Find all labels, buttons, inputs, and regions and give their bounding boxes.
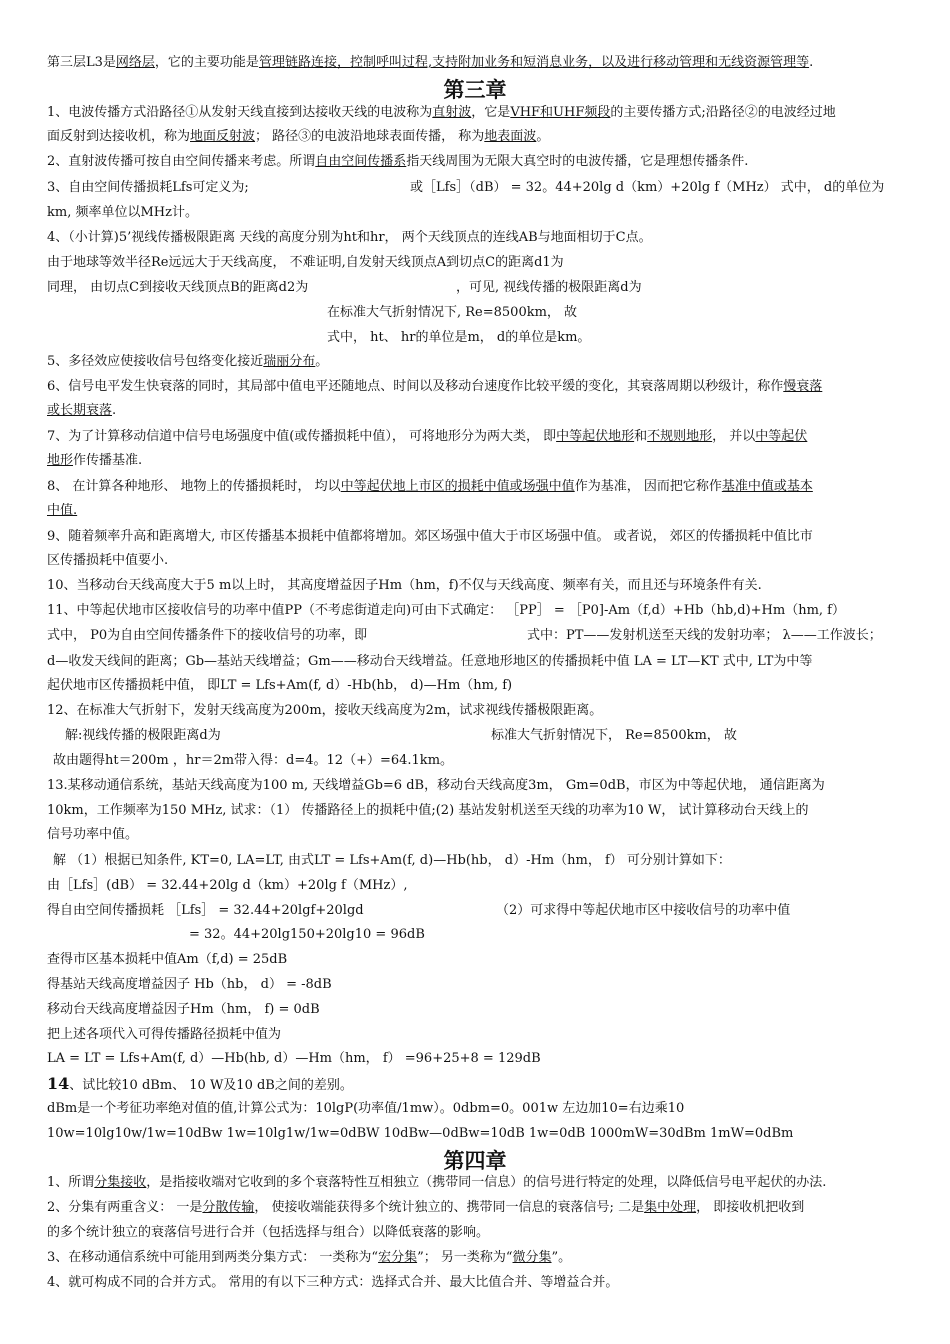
text-line: 信号功率中值。 bbox=[47, 827, 139, 842]
text-line: 3、自由空间传播损耗Lfs可定义为; bbox=[47, 180, 249, 195]
text-line: 区传播损耗中值要小. bbox=[47, 553, 169, 568]
text-line: 起伏地市区传播损耗中值， 即LT = Lfs+Am(f, d）-Hb(hb， d)—Hm（hm, f) bbox=[47, 678, 513, 693]
text-line: 8、 在计算各种地形、 地物上的传播损耗时， 均以中等起伏地上市区的损耗中值或场强中值作为基准， 因而把它称作基准中值或基本 bbox=[47, 479, 813, 494]
text-line: （2）可求得中等起伏地市区中接收信号的功率中值 bbox=[496, 903, 791, 918]
text-line: 把上述各项代入可得传播路径损耗中值为 bbox=[47, 1027, 282, 1042]
text-line: 第三层L3是网络层，它的主要功能是管理链路连接，控制呼叫过程,支持附加业务和短消息业务，以及进行移动管理和无线资源管理等. bbox=[47, 55, 814, 70]
text-line: 中值. bbox=[47, 503, 78, 518]
text-line: 得基站天线高度增益因子 Hb（hb， d） = -8dB bbox=[47, 977, 332, 992]
text-line: LA = LT = Lfs+Am(f, d）—Hb(hb, d）—Hm（hm， f） =96+25+8 = 129dB bbox=[47, 1051, 541, 1066]
text-line: 4、就可构成不同的合并方式。 常用的有以下三种方式：选择式合并、最大比值合并、等增益合并。 bbox=[47, 1275, 619, 1290]
chapter-heading: 第四章 bbox=[443, 1149, 507, 1173]
text-line: 移动台天线高度增益因子Hm（hm， f) = 0dB bbox=[47, 1002, 320, 1017]
text-line: 2、分集有两重含义： 一是分散传输， 使接收端能获得多个统计独立的、携带同一信息的衰落信号; 二是集中处理， 即接收机把收到 bbox=[47, 1200, 805, 1215]
text-line: 同理， 由切点C到接收天线顶点B的距离d2为 bbox=[47, 280, 309, 295]
text-line: 12、在标准大气折射下，发射天线高度为200m，接收天线高度为2m，试求视线传播极限距离。 bbox=[47, 703, 603, 718]
text-line: 在标准大气折射情况下, Re=8500km， 故 bbox=[327, 305, 578, 320]
text-line: 故由题得ht＝200m ，hr＝2m带入得：d=4。12（+）=64.1km。 bbox=[53, 753, 454, 768]
text-line: = 32。44+20lg150+20lg10 = 96dB bbox=[189, 927, 425, 942]
text-line: 10w=10lg10w/1w=10dBw 1w=10lg1w/1w=0dBW 10dBw—0dBw=10dB 1w=0dB 1000mW=30dBm 1mW=0dBm bbox=[47, 1126, 794, 1141]
text-line: 地形作传播基准. bbox=[47, 453, 143, 468]
text-line: 的多个统计独立的衰落信号进行合并（包括选择与组合）以降低衰落的影响。 bbox=[47, 1225, 490, 1240]
text-line: 面反射到达接收机，称为地面反射波； 路径③的电波沿地球表面传播， 称为地表面波。 bbox=[47, 129, 550, 144]
text-line: 式中， P0为自由空间传播条件下的接收信号的功率，即 bbox=[47, 628, 368, 643]
text-line: 式中：PT——发射机送至天线的发射功率； λ——工作波长； bbox=[527, 628, 882, 643]
text-line: 解:视线传播的极限距离d为 bbox=[65, 728, 221, 743]
text-line: km, 频率单位以MHz计。 bbox=[47, 205, 198, 220]
text-line: 式中， ht、 hr的单位是m， d的单位是km。 bbox=[327, 330, 591, 345]
text-line: 11、中等起伏地市区接收信号的功率中值PP（不考虑街道走向)可由下式确定： ［PP］ = ［P0]-Am（f,d）+Hb（hb,d)+Hm（hm, f） bbox=[47, 603, 845, 618]
text-line: 1、所谓分集接收，是指接收端对它收到的多个衰落特性互相独立（携带同一信息）的信号进行特定的处理，以降低信号电平起伏的办法. bbox=[47, 1175, 827, 1190]
text-line: 14、试比较10 dBm、 10 W及10 dB之间的差别。 bbox=[47, 1074, 353, 1093]
text-line: 查得市区基本损耗中值Am（f,d) = 25dB bbox=[47, 952, 288, 967]
text-line: dBm是一个考征功率绝对值的值,计算公式为：10lgP(功率值/1mw）。0dbm=0。001w 左边加10=右边乘10 bbox=[47, 1101, 685, 1116]
text-line: 解 （1）根据已知条件, KT=0, LA=LT, 由式LT = Lfs+Am(f, d)—Hb(hb， d）-Hm（hm， f） 可分别计算如下： bbox=[53, 853, 731, 868]
text-line: 2、直射波传播可按自由空间传播来考虑。所谓自由空间传播系指天线周围为无限大真空时的电波传播，它是理想传播条件. bbox=[47, 154, 749, 169]
text-line: ，可见, 视线传播的极限距离d为 bbox=[456, 280, 642, 295]
chapter-heading: 第三章 bbox=[443, 78, 507, 102]
text-line: 3、在移动通信系统中可能用到两类分集方式： 一类称为“宏分集”； 另一类称为“微分集”。 bbox=[47, 1250, 572, 1265]
text-line: 得自由空间传播损耗 ［Lfs］ = 32.44+20lgf+20lgd bbox=[47, 903, 364, 918]
text-line: 5、多径效应使接收信号包络变化接近瑞丽分布。 bbox=[47, 354, 329, 369]
text-line: 13.某移动通信系统，基站天线高度为100 m, 天线增益Gb=6 dB，移动台天线高度3m， Gm=0dB，市区为中等起伏地， 通信距离为 bbox=[47, 778, 825, 793]
text-line: 1、电波传播方式沿路径①从发射天线直接到达接收天线的电波称为直射波，它是VHF和UHF频段的主要传播方式;沿路径②的电波经过地 bbox=[47, 105, 836, 120]
text-line: 10、当移动台天线高度大于5 m以上时， 其高度增益因子Hm（hm，f)不仅与天线高度、频率有关，而且还与环境条件有关. bbox=[47, 578, 762, 593]
text-line: 标准大气折射情况下， Re=8500km， 故 bbox=[491, 728, 737, 743]
text-line: 或长期衰落. bbox=[47, 403, 117, 418]
text-line: 4、（小计算)5’视线传播极限距离 天线的高度分别为ht和hr， 两个天线顶点的连线AB与地面相切于C点。 bbox=[47, 230, 652, 245]
text-line: 9、随着频率升高和距离增大, 市区传播基本损耗中值都将增加。郊区场强中值大于市区场强中值。 或者说， 郊区的传播损耗中值比市 bbox=[47, 529, 813, 544]
text-line: 由于地球等效半径Re远远大于天线高度， 不难证明,自发射天线顶点A到切点C的距离d1为 bbox=[47, 255, 564, 270]
text-line: 10km，工作频率为150 MHz, 试求：（1） 传播路径上的损耗中值;(2) 基站发射机送至天线的功率为10 W， 试计算移动台天线上的 bbox=[47, 803, 809, 818]
text-line: 7、为了计算移动信道中信号电场强度中值(或传播损耗中值）， 可将地形分为两大类， 即中等起伏地形和不规则地形， 并以中等起伏 bbox=[47, 429, 808, 444]
text-line: 6、信号电平发生快衰落的同时，其局部中值电平还随地点、时间以及移动台速度作比较平缓的变化，其衰落周期以秒级计，称作慢衰落 bbox=[47, 379, 823, 394]
text-line: d—收发天线间的距离；Gb—基站天线增益；Gm——移动台天线增益。任意地形地区的传播损耗中值 LA = LT—KT 式中, LT为中等 bbox=[47, 654, 813, 669]
text-line: 由［Lfs］(dB） = 32.44+20lg d（km）+20lg f（MHz）, bbox=[47, 878, 408, 893]
text-line: 或［Lfs］（dB） = 32。44+20lg d（km）+20lg f（MHz） 式中， d的单位为 bbox=[410, 180, 885, 195]
